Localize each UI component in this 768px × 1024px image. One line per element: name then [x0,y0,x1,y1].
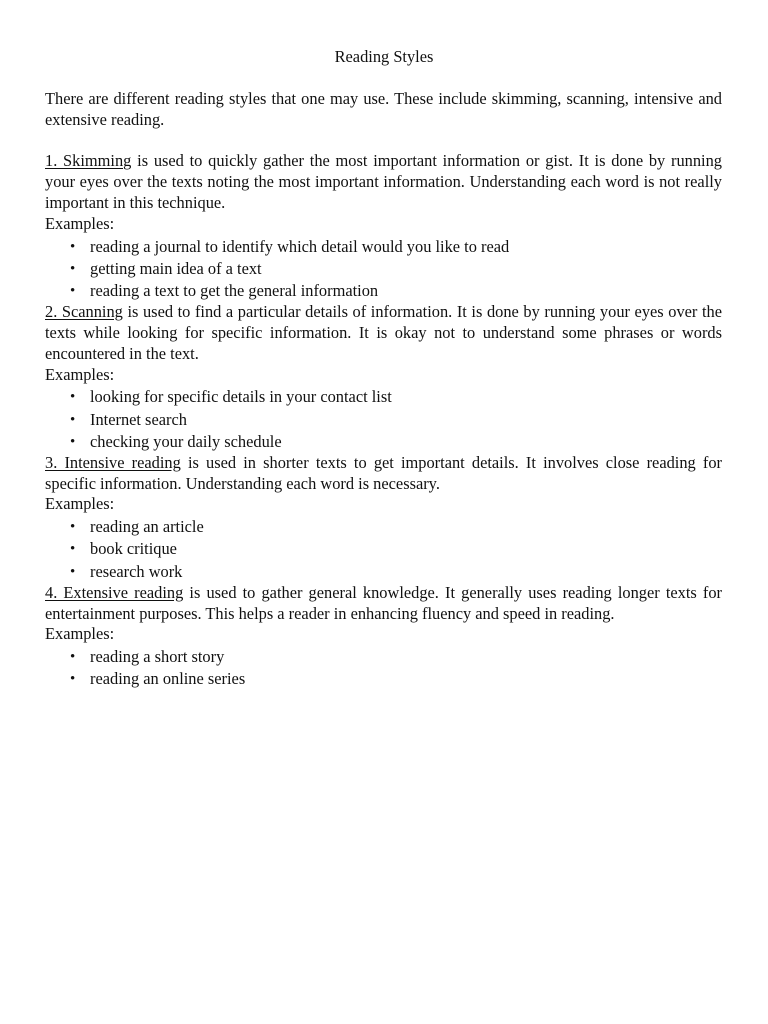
list-item-text: getting main idea of a text [90,258,262,278]
list-item-text: reading an article [90,517,204,537]
section-paragraph [45,583,722,625]
document-body [45,89,722,691]
list-item [45,280,722,302]
list-item-text: checking your daily schedule [90,431,282,451]
list-item-text: reading a text to get the general information [90,280,379,300]
document-title: Reading Styles [334,47,434,66]
examples-list [45,516,722,583]
list-item [45,646,722,668]
examples-list [45,236,722,303]
bullet-icon: • [70,260,76,277]
list-item-text: research work [90,561,183,581]
section-paragraph [45,302,722,364]
bullet-icon: • [70,563,76,580]
list-item-text: book critique [90,539,177,559]
section-extensive-reading [45,583,722,691]
section-body: is used in shorter texts to get important details. It involves close reading for specific information. Understanding each word is necessary. [45,452,722,493]
list-item [45,538,722,560]
list-item-text: reading an online series [90,669,246,689]
bullet-icon: • [70,238,76,255]
bullet-icon: • [70,411,76,428]
bullet-icon: • [70,541,76,558]
list-item [45,561,722,583]
list-item [45,236,722,258]
section-body: is used to gather general knowledge. It generally uses reading longer texts for entertainment purposes. This helps a reader in enhancing fluency and speed in reading. [45,582,722,623]
examples-label: Examples: [45,213,115,233]
intro-paragraph: There are different reading styles that one may use. These include skimming, scanning, intensive and extensive reading. [45,89,722,129]
section-paragraph [45,453,722,495]
list-item-text: reading a short story [90,647,225,667]
bullet-icon: • [70,649,76,666]
bullet-icon: • [70,282,76,299]
bullet-icon: • [70,671,76,688]
examples-label: Examples: [45,364,115,384]
section-body: is used to quickly gather the most important information or gist. It is done by running your eyes over the texts noting the most important information. Understanding each word is not really important in this technique. [45,151,722,212]
bullet-icon: • [70,389,76,406]
section-intensive-reading [45,453,722,583]
list-item [45,431,722,453]
examples-label: Examples: [45,624,115,644]
list-item-text: reading a journal to identify which detail would you like to read [90,236,510,256]
section-heading: 1. Skimming [45,151,132,171]
list-item-text: looking for specific details in your contact list [90,387,392,407]
list-item [45,516,722,538]
section-skimming [45,151,722,302]
examples-label: Examples: [45,494,115,514]
list-item [45,409,722,431]
list-item [45,258,722,280]
section-scanning [45,302,722,453]
examples-list [45,386,722,453]
bullet-icon: • [70,433,76,450]
examples-list [45,646,722,690]
list-item [45,668,722,690]
list-item-text: Internet search [90,409,187,429]
paragraph-spacer [45,131,722,152]
bullet-icon: • [70,519,76,536]
section-heading: 4. Extensive reading [45,582,184,602]
section-body: is used to find a particular details of information. It is done by running your eyes over the texts while looking for specific information. It is okay not to understand some phrases or words encountered in the text. [45,302,722,363]
section-paragraph [45,151,722,213]
section-heading: 3. Intensive reading [45,452,181,472]
list-item [45,386,722,408]
section-heading: 2. Scanning [45,302,123,322]
